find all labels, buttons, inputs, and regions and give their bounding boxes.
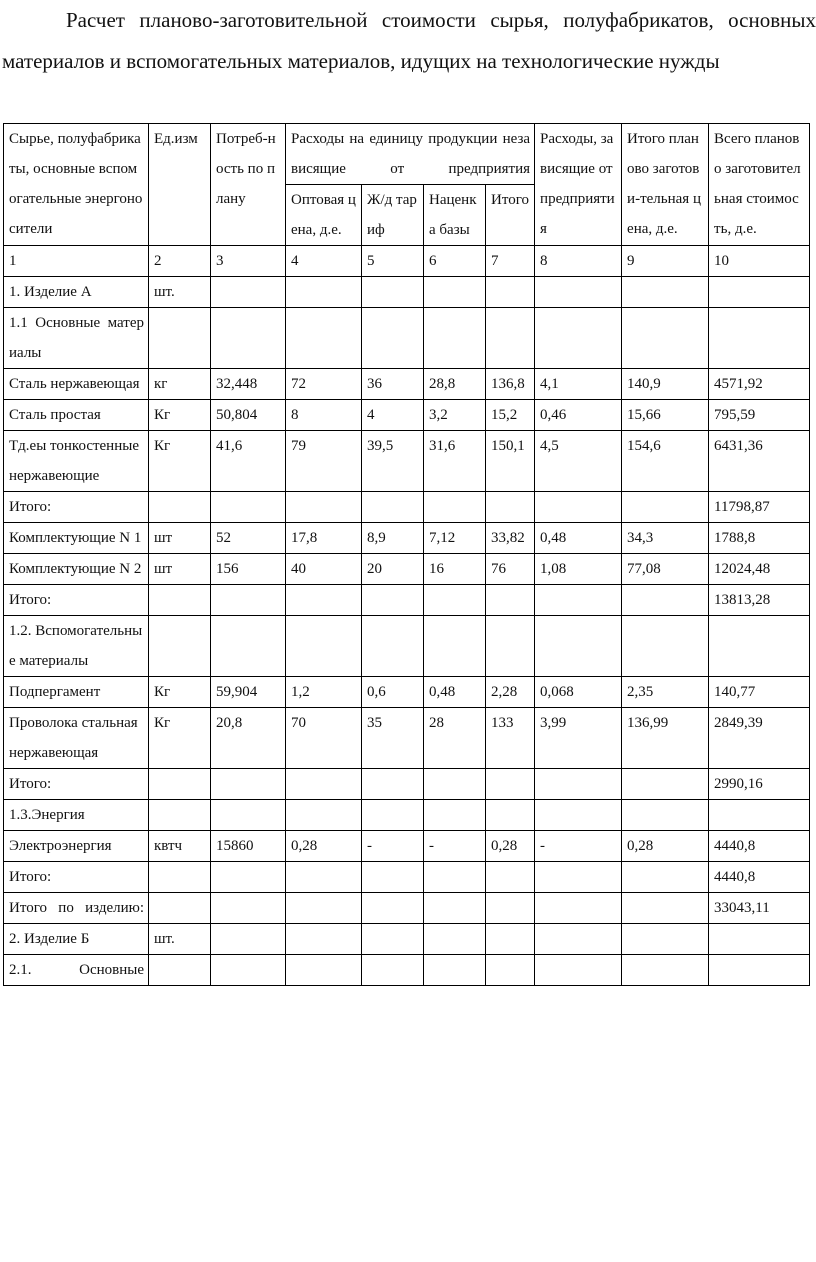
table-row bbox=[4, 369, 810, 400]
cell-qty bbox=[211, 800, 286, 831]
cell-tariff bbox=[362, 616, 424, 677]
cell-dep: 4,1 bbox=[535, 369, 622, 400]
cell-markup bbox=[424, 277, 486, 308]
cell-unit bbox=[149, 800, 211, 831]
cell-unit: шт. bbox=[149, 277, 211, 308]
cell-unit-cost bbox=[622, 893, 709, 924]
cell-qty bbox=[211, 616, 286, 677]
cell-total: 4440,8 bbox=[709, 862, 810, 893]
cell-subtotal bbox=[486, 893, 535, 924]
cell-dep: 0,068 bbox=[535, 677, 622, 708]
table-row bbox=[4, 554, 810, 585]
cell-subtotal: 0,28 bbox=[486, 831, 535, 862]
cell-price bbox=[286, 893, 362, 924]
cell-subtotal bbox=[486, 585, 535, 616]
table-row bbox=[4, 955, 810, 986]
col-number: 7 bbox=[486, 246, 535, 277]
cell-unit: Кг bbox=[149, 400, 211, 431]
cell-price bbox=[286, 585, 362, 616]
cell-unit bbox=[149, 893, 211, 924]
cell-subtotal bbox=[486, 492, 535, 523]
table-row bbox=[4, 831, 810, 862]
cell-tariff bbox=[362, 277, 424, 308]
cell-qty bbox=[211, 585, 286, 616]
cell-subtotal bbox=[486, 769, 535, 800]
cell-total: 13813,28 bbox=[709, 585, 810, 616]
cell-name: 1.1 Основные материалы bbox=[4, 308, 149, 369]
cell-dep bbox=[535, 924, 622, 955]
cell-name: 2.1. Основные bbox=[4, 955, 149, 986]
cell-dep: 3,99 bbox=[535, 708, 622, 769]
cell-qty: 59,904 bbox=[211, 677, 286, 708]
cell-unit bbox=[149, 616, 211, 677]
table-row bbox=[4, 492, 810, 523]
cell-total bbox=[709, 277, 810, 308]
cell-unit: кг bbox=[149, 369, 211, 400]
cell-dep: - bbox=[535, 831, 622, 862]
cell-markup: 16 bbox=[424, 554, 486, 585]
cell-qty bbox=[211, 893, 286, 924]
cell-name: Комплектующие N 1 bbox=[4, 523, 149, 554]
cell-unit: Кг bbox=[149, 677, 211, 708]
cell-subtotal: 15,2 bbox=[486, 400, 535, 431]
cell-subtotal bbox=[486, 308, 535, 369]
header-cell-rail-tariff: Ж/д тариф bbox=[362, 185, 424, 246]
table-row bbox=[4, 277, 810, 308]
cell-dep: 1,08 bbox=[535, 554, 622, 585]
cell-name: Итого: bbox=[4, 585, 149, 616]
table-row bbox=[4, 431, 810, 492]
cell-total bbox=[709, 616, 810, 677]
cell-qty bbox=[211, 924, 286, 955]
cell-total: 140,77 bbox=[709, 677, 810, 708]
cell-unit-cost: 136,99 bbox=[622, 708, 709, 769]
cell-dep bbox=[535, 800, 622, 831]
cell-tariff: - bbox=[362, 831, 424, 862]
header-cell-total-cost: Всего планово заготовительная стоимость, д.е. bbox=[709, 124, 810, 246]
cell-price: 17,8 bbox=[286, 523, 362, 554]
cell-unit: Кг bbox=[149, 431, 211, 492]
cell-unit-cost: 34,3 bbox=[622, 523, 709, 554]
cell-price bbox=[286, 308, 362, 369]
cell-name: 1.2. Вспомогательные материалы bbox=[4, 616, 149, 677]
cell-qty: 52 bbox=[211, 523, 286, 554]
cell-total: 4571,92 bbox=[709, 369, 810, 400]
cell-name: Проволока стальная нержавеющая bbox=[4, 708, 149, 769]
table-row bbox=[4, 616, 810, 677]
cell-unit: Кг bbox=[149, 708, 211, 769]
cell-tariff bbox=[362, 492, 424, 523]
cell-unit bbox=[149, 308, 211, 369]
cell-dep bbox=[535, 616, 622, 677]
cell-qty bbox=[211, 769, 286, 800]
cell-total bbox=[709, 800, 810, 831]
cell-unit-cost bbox=[622, 308, 709, 369]
cell-markup bbox=[424, 955, 486, 986]
col-number: 1 bbox=[4, 246, 149, 277]
cell-markup bbox=[424, 492, 486, 523]
cell-dep bbox=[535, 585, 622, 616]
cell-price bbox=[286, 616, 362, 677]
col-number: 10 bbox=[709, 246, 810, 277]
cell-tariff: 4 bbox=[362, 400, 424, 431]
table-row bbox=[4, 800, 810, 831]
cell-total bbox=[709, 308, 810, 369]
cell-markup: 31,6 bbox=[424, 431, 486, 492]
cell-tariff: 0,6 bbox=[362, 677, 424, 708]
cell-markup: 28 bbox=[424, 708, 486, 769]
cell-total: 795,59 bbox=[709, 400, 810, 431]
cell-unit-cost bbox=[622, 862, 709, 893]
cell-qty: 41,6 bbox=[211, 431, 286, 492]
cell-price bbox=[286, 769, 362, 800]
cell-unit-cost: 154,6 bbox=[622, 431, 709, 492]
cell-tariff bbox=[362, 955, 424, 986]
cost-table bbox=[3, 123, 810, 986]
cell-markup bbox=[424, 585, 486, 616]
cell-price bbox=[286, 955, 362, 986]
cell-unit bbox=[149, 492, 211, 523]
cell-subtotal: 136,8 bbox=[486, 369, 535, 400]
cell-tariff: 39,5 bbox=[362, 431, 424, 492]
cell-dep: 4,5 bbox=[535, 431, 622, 492]
cell-subtotal bbox=[486, 924, 535, 955]
cell-unit-cost bbox=[622, 924, 709, 955]
cell-markup bbox=[424, 616, 486, 677]
cell-name: Итого по изделию: bbox=[4, 893, 149, 924]
cell-unit-cost: 77,08 bbox=[622, 554, 709, 585]
table-row bbox=[4, 400, 810, 431]
cell-price: 0,28 bbox=[286, 831, 362, 862]
cell-subtotal bbox=[486, 277, 535, 308]
cell-qty: 32,448 bbox=[211, 369, 286, 400]
cell-total: 11798,87 bbox=[709, 492, 810, 523]
cell-tariff bbox=[362, 800, 424, 831]
cell-unit: шт bbox=[149, 554, 211, 585]
cell-subtotal: 150,1 bbox=[486, 431, 535, 492]
cell-price: 79 bbox=[286, 431, 362, 492]
cell-unit bbox=[149, 955, 211, 986]
cell-unit bbox=[149, 769, 211, 800]
cell-markup: 28,8 bbox=[424, 369, 486, 400]
table-row bbox=[4, 924, 810, 955]
col-number: 5 bbox=[362, 246, 424, 277]
cell-unit-cost bbox=[622, 492, 709, 523]
cell-total: 4440,8 bbox=[709, 831, 810, 862]
header-cell-unit: Ед.изм bbox=[149, 124, 211, 246]
table-row bbox=[4, 769, 810, 800]
cell-name: Подпергамент bbox=[4, 677, 149, 708]
cell-total bbox=[709, 924, 810, 955]
col-number: 8 bbox=[535, 246, 622, 277]
table-row bbox=[4, 862, 810, 893]
cell-price bbox=[286, 862, 362, 893]
cell-markup: 0,48 bbox=[424, 677, 486, 708]
col-number: 2 bbox=[149, 246, 211, 277]
table-row bbox=[4, 893, 810, 924]
cell-unit-cost bbox=[622, 585, 709, 616]
cell-unit bbox=[149, 585, 211, 616]
cell-total: 2849,39 bbox=[709, 708, 810, 769]
cell-unit: квтч bbox=[149, 831, 211, 862]
cell-dep bbox=[535, 277, 622, 308]
cell-dep: 0,46 bbox=[535, 400, 622, 431]
header-cell-wholesale-price: Оптовая цена, д.е. bbox=[286, 185, 362, 246]
cell-markup bbox=[424, 308, 486, 369]
cell-markup bbox=[424, 769, 486, 800]
column-number-row bbox=[4, 246, 810, 277]
cell-price: 1,2 bbox=[286, 677, 362, 708]
cell-name: Итого: bbox=[4, 769, 149, 800]
header-cell-unit-cost: Итого планово заготови-тельная цена, д.е. bbox=[622, 124, 709, 246]
document-title: Расчет планово-заготовительной стоимости сырья, полуфабрикатов, основных материалов и вспомогательных материалов, идущих на технологические нужды bbox=[2, 8, 816, 73]
cell-markup bbox=[424, 862, 486, 893]
cell-qty: 15860 bbox=[211, 831, 286, 862]
header-cell-dependent-costs: Расходы, зависящие от предприятия bbox=[535, 124, 622, 246]
cell-name: Комплектующие N 2 bbox=[4, 554, 149, 585]
table-row bbox=[4, 523, 810, 554]
cell-unit-cost: 15,66 bbox=[622, 400, 709, 431]
cell-qty: 50,804 bbox=[211, 400, 286, 431]
cell-total: 2990,16 bbox=[709, 769, 810, 800]
cell-subtotal: 133 bbox=[486, 708, 535, 769]
cell-price bbox=[286, 924, 362, 955]
cell-unit-cost bbox=[622, 277, 709, 308]
cell-markup bbox=[424, 800, 486, 831]
cell-unit-cost bbox=[622, 955, 709, 986]
cell-subtotal: 2,28 bbox=[486, 677, 535, 708]
cell-price: 72 bbox=[286, 369, 362, 400]
cell-subtotal bbox=[486, 862, 535, 893]
table-row bbox=[4, 308, 810, 369]
cell-subtotal bbox=[486, 616, 535, 677]
cell-name: Сталь простая bbox=[4, 400, 149, 431]
cell-unit-cost bbox=[622, 616, 709, 677]
cell-markup bbox=[424, 893, 486, 924]
cell-subtotal bbox=[486, 800, 535, 831]
cell-markup: 7,12 bbox=[424, 523, 486, 554]
cell-subtotal bbox=[486, 955, 535, 986]
cell-qty: 20,8 bbox=[211, 708, 286, 769]
col-number: 6 bbox=[424, 246, 486, 277]
cell-tariff bbox=[362, 862, 424, 893]
cell-tariff bbox=[362, 893, 424, 924]
cell-unit: шт bbox=[149, 523, 211, 554]
cell-tariff: 8,9 bbox=[362, 523, 424, 554]
cell-tariff: 35 bbox=[362, 708, 424, 769]
cell-name: 2. Изделие Б bbox=[4, 924, 149, 955]
cell-name: Итого: bbox=[4, 492, 149, 523]
cell-tariff bbox=[362, 924, 424, 955]
cell-dep bbox=[535, 308, 622, 369]
cell-unit bbox=[149, 862, 211, 893]
cell-subtotal: 33,82 bbox=[486, 523, 535, 554]
header-cell-subtotal: Итого bbox=[486, 185, 535, 246]
cell-unit-cost: 140,9 bbox=[622, 369, 709, 400]
cell-qty bbox=[211, 862, 286, 893]
cell-dep bbox=[535, 862, 622, 893]
cell-unit: шт. bbox=[149, 924, 211, 955]
cell-tariff bbox=[362, 308, 424, 369]
header-cell-base-markup: Наценка базы bbox=[424, 185, 486, 246]
cell-dep bbox=[535, 955, 622, 986]
cell-total: 12024,48 bbox=[709, 554, 810, 585]
cell-price: 8 bbox=[286, 400, 362, 431]
col-number: 4 bbox=[286, 246, 362, 277]
cell-unit-cost: 2,35 bbox=[622, 677, 709, 708]
cell-price bbox=[286, 800, 362, 831]
table-row bbox=[4, 677, 810, 708]
table-row bbox=[4, 585, 810, 616]
cell-markup: 3,2 bbox=[424, 400, 486, 431]
cell-dep bbox=[535, 492, 622, 523]
cell-total: 1788,8 bbox=[709, 523, 810, 554]
cell-total: 33043,11 bbox=[709, 893, 810, 924]
header-cell-material: Сырье, полуфабрикаты, основные вспомогательные энергоносители bbox=[4, 124, 149, 246]
cell-price: 40 bbox=[286, 554, 362, 585]
cell-total: 6431,36 bbox=[709, 431, 810, 492]
cell-price bbox=[286, 492, 362, 523]
header-cell-quantity: Потреб-ность по плану bbox=[211, 124, 286, 246]
cell-dep bbox=[535, 769, 622, 800]
header-cell-independent-costs: Расходы на единицу продукции независящие от предприятия bbox=[286, 124, 535, 185]
cell-qty: 156 bbox=[211, 554, 286, 585]
header-row-1 bbox=[4, 124, 810, 185]
cell-tariff: 36 bbox=[362, 369, 424, 400]
cell-unit-cost bbox=[622, 769, 709, 800]
cell-tariff bbox=[362, 769, 424, 800]
col-number: 3 bbox=[211, 246, 286, 277]
cell-name: Электроэнергия bbox=[4, 831, 149, 862]
cell-qty bbox=[211, 955, 286, 986]
cell-qty bbox=[211, 277, 286, 308]
cell-name: Сталь нержавеющая bbox=[4, 369, 149, 400]
cell-name: Тд.еы тонкостенные нержавеющие bbox=[4, 431, 149, 492]
cell-name: Итого: bbox=[4, 862, 149, 893]
cell-name: 1.3.Энергия bbox=[4, 800, 149, 831]
cell-qty bbox=[211, 308, 286, 369]
cell-unit-cost: 0,28 bbox=[622, 831, 709, 862]
cell-tariff bbox=[362, 585, 424, 616]
cell-dep bbox=[535, 893, 622, 924]
cell-markup: - bbox=[424, 831, 486, 862]
cell-dep: 0,48 bbox=[535, 523, 622, 554]
cell-total bbox=[709, 955, 810, 986]
cell-qty bbox=[211, 492, 286, 523]
cell-price: 70 bbox=[286, 708, 362, 769]
cell-markup bbox=[424, 924, 486, 955]
cell-price bbox=[286, 277, 362, 308]
cell-tariff: 20 bbox=[362, 554, 424, 585]
table-row bbox=[4, 708, 810, 769]
cell-name: 1. Изделие А bbox=[4, 277, 149, 308]
cell-unit-cost bbox=[622, 800, 709, 831]
cell-subtotal: 76 bbox=[486, 554, 535, 585]
col-number: 9 bbox=[622, 246, 709, 277]
